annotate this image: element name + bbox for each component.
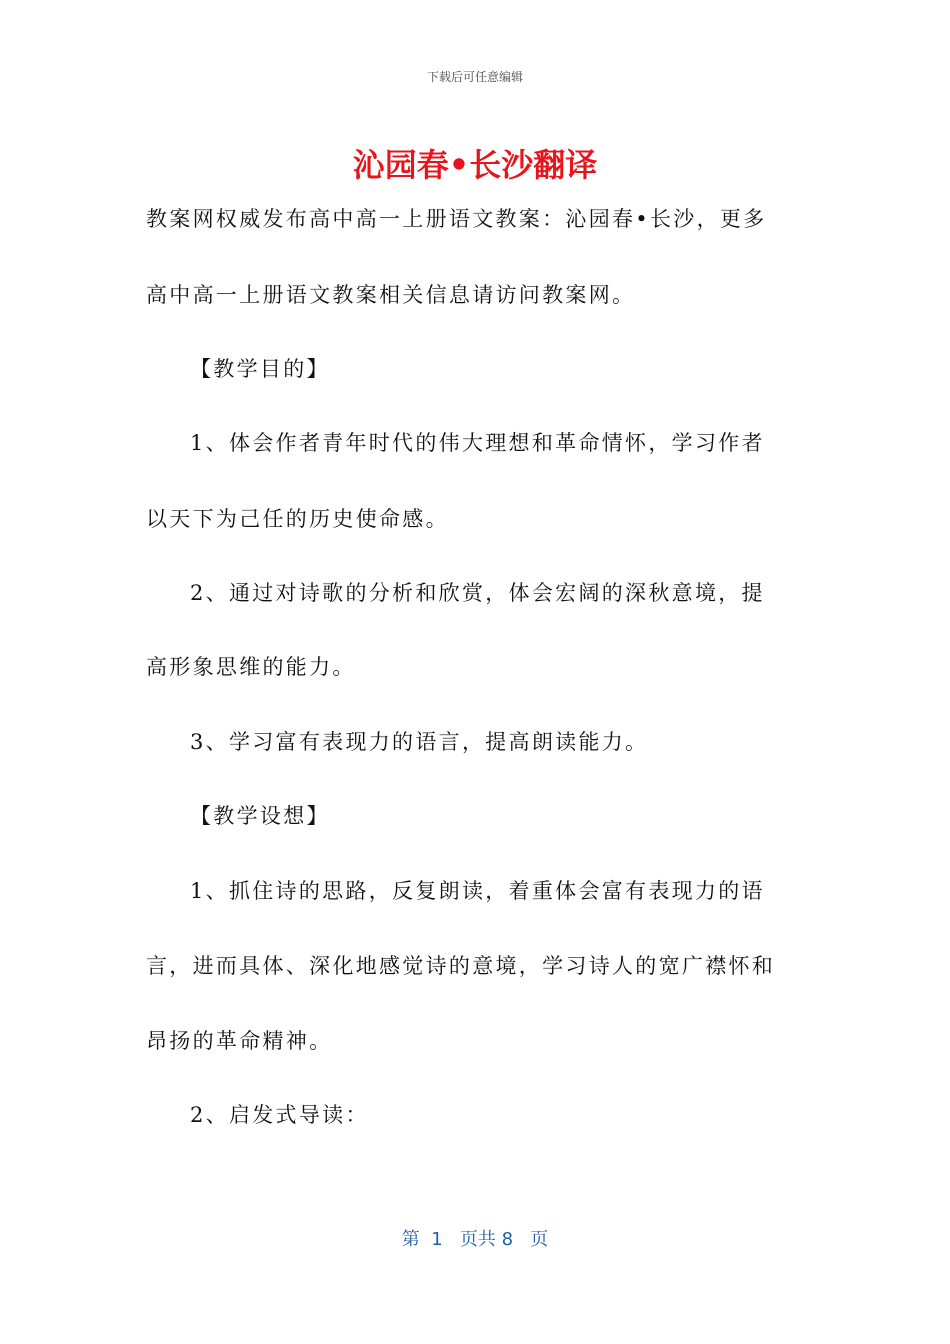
section-heading-objectives: 【教学目的】 (190, 357, 330, 381)
paragraph-line: 以天下为己任的历史使命感。 (146, 507, 449, 531)
paragraph-line: 3、学习富有表现力的语言，提高朗读能力。 (190, 730, 649, 754)
paragraph-line: 高形象思维的能力。 (146, 655, 356, 679)
paragraph-line: 言，进而具体、深化地感觉诗的意境，学习诗人的宽广襟怀和 (146, 954, 776, 978)
paragraph-line: 教案网权威发布高中高一上册语文教案：沁园春•长沙，更多 (146, 207, 767, 231)
document-title: 沁园春•长沙翻译 (352, 146, 598, 184)
paragraph-line: 高中高一上册语文教案相关信息请访问教案网。 (146, 283, 636, 307)
header-note: 下载后可任意编辑 (426, 70, 523, 84)
paragraph-line: 2、通过对诗歌的分析和欣赏，体会宏阔的深秋意境，提 (190, 581, 765, 605)
paragraph-line: 1、体会作者青年时代的伟大理想和革命情怀，学习作者 (190, 431, 765, 455)
section-heading-design: 【教学设想】 (190, 804, 330, 828)
page-footer: 第 1 页共 8 页 (401, 1229, 549, 1250)
paragraph-line: 1、抓住诗的思路，反复朗读，着重体会富有表现力的语 (190, 879, 765, 903)
paragraph-line: 昂扬的革命精神。 (146, 1029, 333, 1053)
paragraph-line: 2、启发式导读： (190, 1103, 369, 1127)
